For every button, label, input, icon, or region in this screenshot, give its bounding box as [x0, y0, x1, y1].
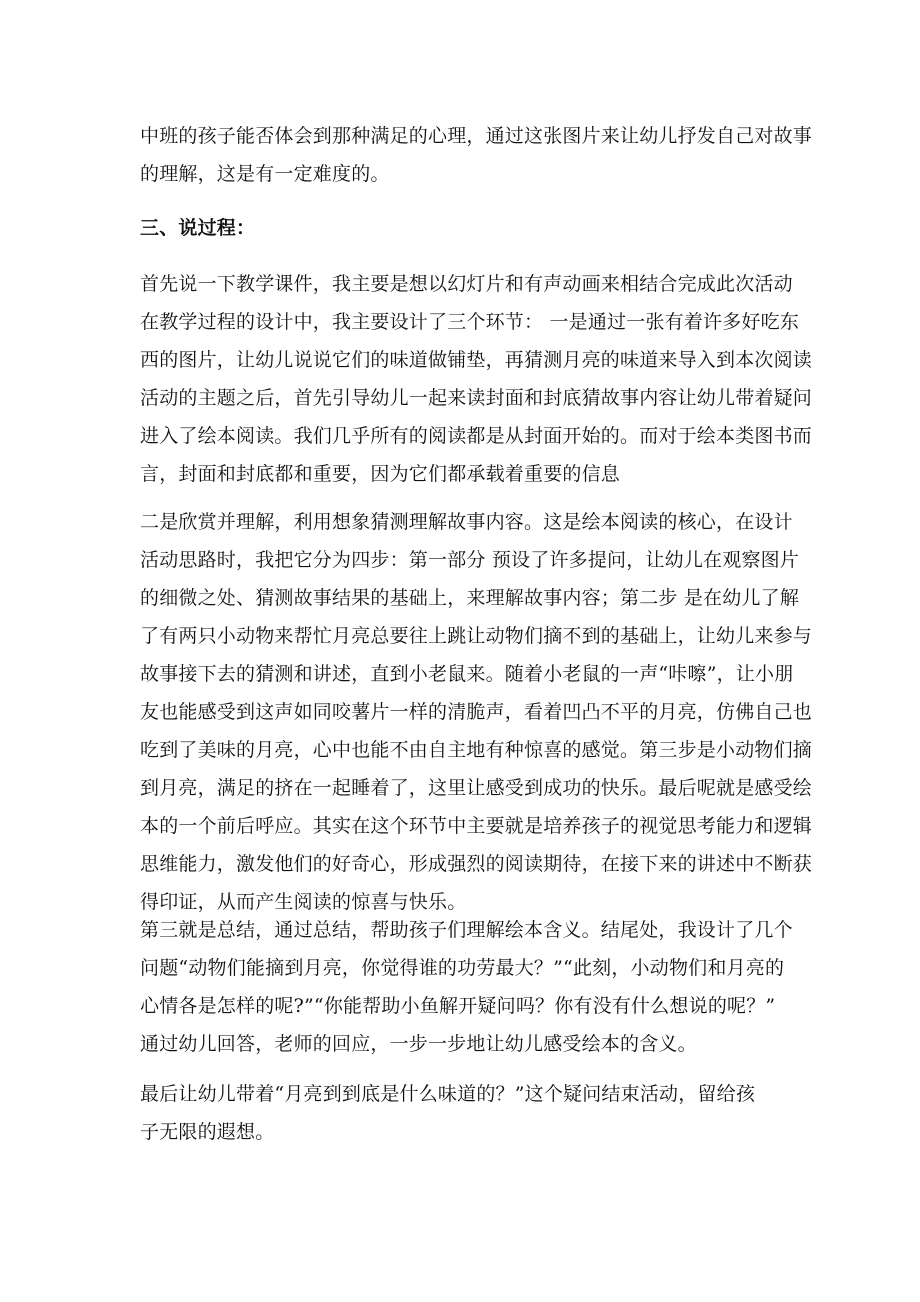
text-line: 在教学过程的设计中，我主要设计了三个环节： 一是通过一张有着许多好吃东: [140, 311, 800, 333]
text-line: 故事接下去的猜测和讲述，直到小老鼠来。随着小老鼠的一声“咔嚓”，让小朋: [140, 663, 794, 685]
text-line: 二是欣赏并理解，利用想象猜测理解故事内容。这是绘本阅读的核心，在设计: [140, 511, 793, 533]
text-line: 了有两只小动物来帮忙月亮总要往上跳让动物们摘不到的基础上，让幼儿来参与: [140, 625, 813, 647]
text-line: 首先说一下教学课件，我主要是想以幻灯片和有声动画来相结合完成此次活动: [140, 273, 793, 295]
text-line: 西的图片，让幼儿说说它们的味道做铺垫，再猜测月亮的味道来导入到本次阅读: [140, 349, 813, 371]
text-line: 心情各是怎样的呢?”“你能帮助小鱼解开疑问吗？你有没有什么想说的呢？”: [140, 995, 776, 1017]
text-line: 得印证，从而产生阅读的惊喜与快乐。: [140, 891, 467, 913]
text-line: 的细微之处、猜测故事结果的基础上，来理解故事内容；第二步 是在幼儿了解: [140, 587, 800, 609]
text-line: 问题“动物们能摘到月亮，你觉得谁的功劳最大？”“此刻，小动物们和月亮的: [140, 957, 785, 979]
text-line: 言，封面和封底都和重要，因为它们都承载着重要的信息: [140, 463, 621, 485]
text-line: 进入了绘本阅读。我们几乎所有的阅读都是从封面开始的。而对于绘本类图书而: [140, 425, 813, 447]
section-heading: 三、说过程：: [140, 217, 256, 239]
text-line: 通过幼儿回答，老师的回应，一步一步地让幼儿感受绘本的含义。: [140, 1033, 697, 1055]
text-line: 中班的孩子能否体会到那种满足的心理，通过这张图片来让幼儿抒发自己对故事: [140, 125, 813, 147]
text-line: 最后让幼儿带着“月亮到到底是什么味道的？”这个疑问结束活动，留给孩: [140, 1083, 756, 1105]
text-line: 的理解，这是有一定难度的。: [140, 163, 390, 185]
text-line: 到月亮，满足的挤在一起睡着了，这里让感受到成功的快乐。最后呢就是感受绘: [140, 777, 813, 799]
text-line: 子无限的遐想。: [140, 1121, 275, 1143]
text-line: 思维能力，激发他们的好奇心，形成强烈的阅读期待，在接下来的讲述中不断获: [140, 853, 813, 875]
text-line: 活动思路时，我把它分为四步：第一部分 预设了许多提问，让幼儿在观察图片: [140, 549, 800, 571]
text-line: 友也能感受到这声如同咬薯片一样的清脆声，看着凹凸不平的月亮，仿佛自己也: [140, 701, 813, 723]
text-line: 活动的主题之后，首先引导幼儿一起来读封面和封底猜故事内容让幼儿带着疑问: [140, 387, 813, 409]
text-line: 本的一个前后呼应。其实在这个环节中主要就是培养孩子的视觉思考能力和逻辑: [140, 815, 813, 837]
text-line: 第三就是总结，通过总结，帮助孩子们理解绘本含义。结尾处，我设计了几个: [140, 919, 793, 941]
text-line: 吃到了美味的月亮，心中也能不由自主地有种惊喜的感觉。第三步是小动物们摘: [140, 739, 813, 761]
